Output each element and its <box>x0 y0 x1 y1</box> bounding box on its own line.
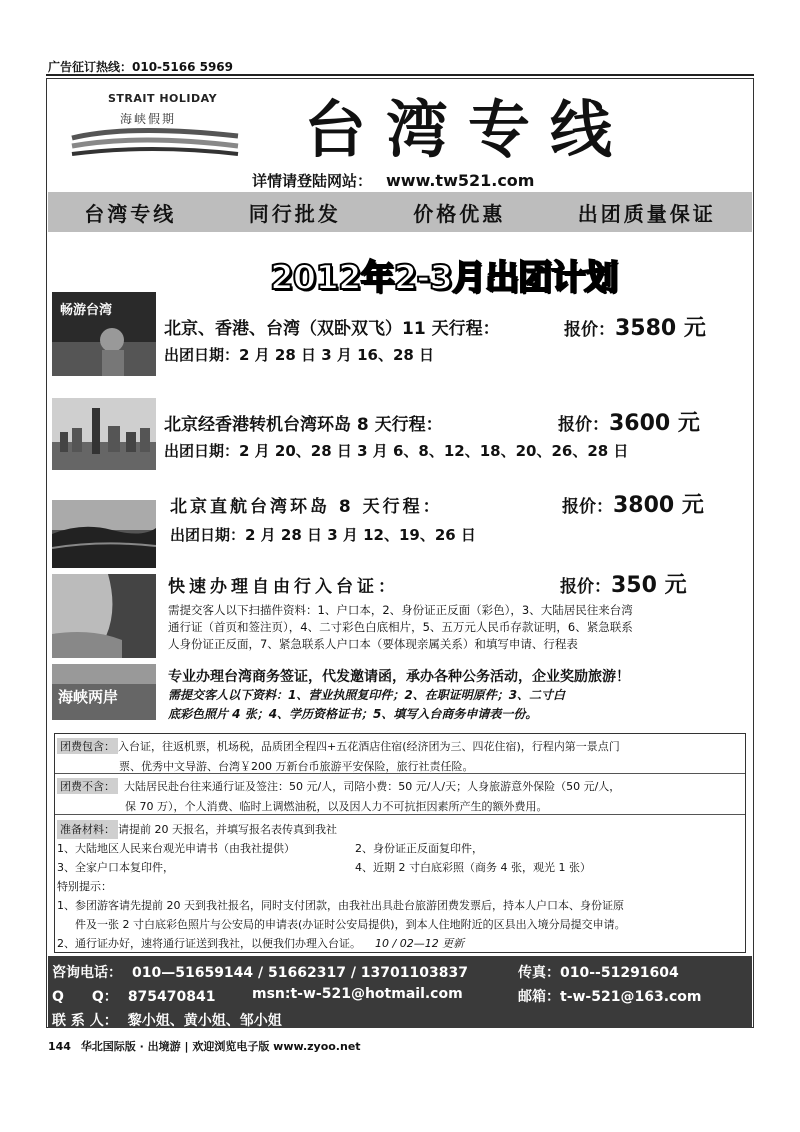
requirement-line: 底彩色照片 4 张；4、学历资格证书；5、填写入台商务申请表一份。 <box>168 707 538 721</box>
email-label: 邮箱： <box>518 989 560 1005</box>
price-value: 3600 元 <box>609 411 700 436</box>
slogan-item: 台湾专线 <box>84 201 177 226</box>
fax-number: 010--51291604 <box>560 965 679 981</box>
tour-price <box>558 406 700 437</box>
slogan-bar <box>48 192 752 232</box>
email-address[interactable]: t-w-521@163.com <box>560 989 702 1005</box>
tour-title: 快速办理自由行入台证： <box>168 577 399 597</box>
tour-photo <box>52 574 156 658</box>
price-label: 报价： <box>564 320 615 340</box>
tour-dates: 出团日期：2 月 28 日 3 月 16、28 日 <box>164 346 435 364</box>
divider <box>55 773 745 774</box>
tour-price <box>562 488 704 519</box>
tour-dates: 出团日期：2 月 28 日 3 月 12、19、26 日 <box>170 526 476 544</box>
tour-title: 北京直航台湾环岛 8 天行程： <box>170 497 443 517</box>
logo-chinese: 海峡假期 <box>120 112 177 126</box>
email-row <box>518 986 702 1006</box>
page-number: 144 <box>48 1040 71 1053</box>
preparation <box>57 820 743 953</box>
requirement-line: 人身份证正反面，7、紧急联系人户口本（要体现亲属关系）和填写申请、行程表 <box>168 637 578 651</box>
qq-number[interactable]: 875470841 <box>127 989 216 1005</box>
tour-photo-caption: 畅游台湾 <box>60 303 113 318</box>
visa-requirements <box>168 602 752 653</box>
page-title: 台湾专线 <box>304 93 633 166</box>
logo-english: STRAIT HOLIDAY <box>108 92 218 105</box>
price-value: 3580 元 <box>615 316 706 341</box>
fax-label: 传真： <box>518 965 560 981</box>
tour-price <box>564 311 706 342</box>
business-requirements <box>168 686 565 724</box>
phone-number[interactable]: 010—51659144 / 51662317 / 13701103837 <box>132 965 468 981</box>
prep-label: 准备材料： <box>57 820 118 839</box>
contact-person-row <box>52 1010 282 1030</box>
divider <box>55 814 745 815</box>
fax-row <box>518 962 679 982</box>
slogan-item: 出团质量保证 <box>577 201 716 226</box>
note-line: 2、通行证办好，速将通行证送到我社，以便我们办理入台证。 <box>57 937 361 950</box>
update-date: 10 / 02—12 更新 <box>375 937 465 950</box>
footer-text: 华北国际版 · 出境游 | 欢迎浏览电子版 www.zyoo.net <box>80 1040 361 1053</box>
note-line: 件及一张 2 寸白底彩色照片与公安局的申请表(办证时公安局提供)，到本人住地附近的区县出入境分局提交申请。 <box>75 918 626 931</box>
excluded-line: 大陆居民赴台往来通行证及签注：50 元/人，司陪小费：50 元/人/天；人身旅游意外保险（50 元/人， <box>124 780 621 793</box>
requirement-line: 需提交客人以下扫描件资料：1、户口本，2、身份证正反面（彩色），3、大陆居民往来台湾 <box>168 603 633 617</box>
business-title: 专业办理台湾商务签证，代发邀请函，承办各种公务活动，企业奖励旅游！ <box>168 669 630 685</box>
fee-included <box>57 738 743 774</box>
tour-price <box>560 568 687 599</box>
included-label: 团费包含： <box>57 738 118 754</box>
excluded-label: 团费不含： <box>57 778 118 794</box>
phone-row <box>52 962 468 982</box>
contact-person-label: 联 系 人： <box>52 1013 118 1029</box>
prep-item: 4、近期 2 寸白底彩照（商务 4 张，观光 1 张） <box>355 861 591 874</box>
included-line: 入台证，往返机票，机场税，品质团全程四+五花酒店住宿(经济团为三、四花住宿)，行程内第一景点门 <box>118 740 620 753</box>
business-photo-caption: 海峡两岸 <box>58 688 119 706</box>
qq-label: Q Q： <box>52 989 118 1005</box>
contact-persons: 黎小姐、黄小姐、邹小姐 <box>127 1013 282 1029</box>
note-line: 1、参团游客请先提前 20 天到我社报名，同时支付团款，由我社出具赴台旅游团费发票后，持本人户口本、身份证原 <box>57 899 624 912</box>
plan-title: 2012年2-3月出团计划 <box>270 258 618 298</box>
business-photo <box>52 664 156 720</box>
tour-photo <box>52 500 156 568</box>
prep-item: 1、大陆地区人民来台观光申请书（由我社提供） <box>57 842 295 855</box>
prep-item: 2、身份证正反面复印件， <box>355 842 483 855</box>
info-box <box>54 733 746 953</box>
price-label: 报价： <box>560 577 611 597</box>
requirement-line: 需提交客人以下资料：1、营业执照复印件；2、在职证明原件；3、二寸白 <box>168 688 566 702</box>
notes-label: 特别提示： <box>57 880 112 893</box>
price-label: 报价： <box>558 415 609 435</box>
tour-dates: 出团日期：2 月 20、28 日 3 月 6、8、12、18、20、26、28 日 <box>164 442 629 460</box>
contact-bar <box>48 956 752 1028</box>
price-value: 3800 元 <box>613 493 704 518</box>
slogan-item: 同行批发 <box>248 201 341 226</box>
msn-address[interactable]: msn:t-w-521@hotmail.com <box>252 986 463 1002</box>
price-value: 350 元 <box>611 573 687 598</box>
website-label: 详情请登陆网站： <box>252 172 373 190</box>
tour-photo <box>52 398 156 470</box>
fee-excluded <box>57 778 743 814</box>
logo-waves-icon <box>70 124 240 158</box>
page-footer <box>48 1038 361 1054</box>
ad-hotline: 广告征订热线：010-5166 5969 <box>48 60 234 74</box>
prep-item: 3、全家户口本复印件， <box>57 861 174 874</box>
requirement-line: 通行证（首页和签注页），4、二寸彩色白底相片，5、五万元人民币存款证明，6、紧急联系 <box>168 620 633 634</box>
phone-label: 咨询电话： <box>52 965 122 981</box>
prep-intro: 请提前 20 天报名，并填写报名表传真到我社 <box>118 823 337 836</box>
website-line <box>252 170 534 191</box>
top-divider <box>46 74 754 76</box>
qq-row <box>52 986 215 1006</box>
excluded-line: 保 70 万），个人消费、临时上调燃油税，以及因人力不可抗拒因素所产生的额外费用。 <box>125 800 548 813</box>
slogan-item: 价格优惠 <box>413 201 506 226</box>
tour-title: 北京、香港、台湾（双卧双飞）11 天行程： <box>164 319 500 339</box>
included-line: 票、优秀中文导游、台湾￥200 万新台币旅游平安保险，旅行社责任险。 <box>119 760 474 773</box>
price-label: 报价： <box>562 497 613 517</box>
website-url[interactable]: www.tw521.com <box>386 171 535 190</box>
tour-title: 北京经香港转机台湾环岛 8 天行程： <box>164 415 443 435</box>
tour-photo <box>52 292 156 376</box>
